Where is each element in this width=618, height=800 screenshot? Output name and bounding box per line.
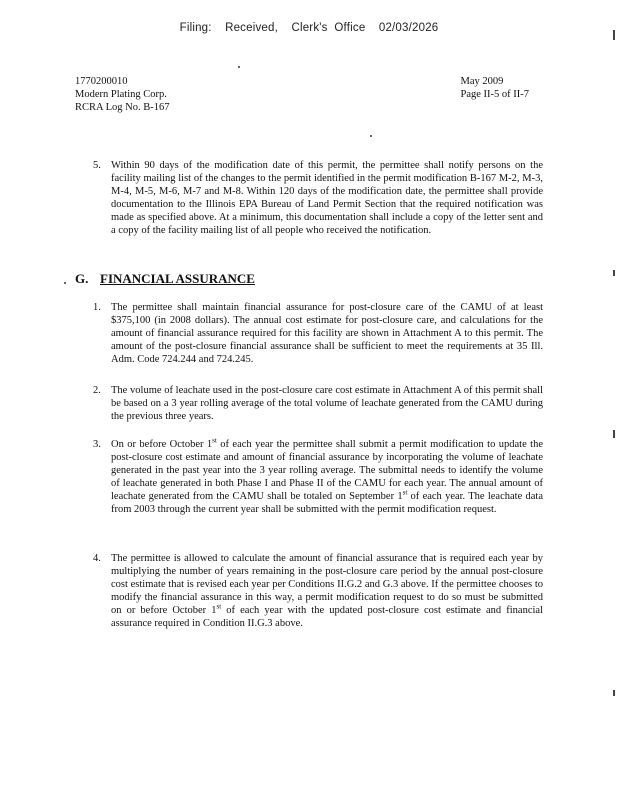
item-3-number: 3. xyxy=(93,439,101,450)
scan-speck xyxy=(238,66,240,68)
section-letter: G. xyxy=(75,271,89,286)
document-date: May 2009 xyxy=(460,76,504,87)
item-3-superscript-a: st xyxy=(212,436,217,445)
margin-mark xyxy=(613,270,615,276)
scan-speck xyxy=(64,282,66,284)
item-2-text: The volume of leachate used in the post-closure care cost estimate in Attachment A of this permit shall be based on a 3 year rolling average of the total volume of leachate generated from the CAMU during the previous three years. xyxy=(111,385,543,422)
item-3-text-part-b: of each year the permittee shall submit a permit modification to update the post-closure cost estimate and amount of financial assurance by incorporating the volume of leachate generated in the past year into the 3 year rolling average. The submittal needs to identify the volume of leachate generated in both Phase I and Phase II of the CAMU for each year. The annual amount of leachate generated from the CAMU shall be totaled on September 1 xyxy=(111,439,543,502)
document-header-left xyxy=(75,75,170,114)
item-5-text: Within 90 days of the modification date of this permit, the permittee shall notify persons on the facility mailing list of the changes to the permit identified in the permit modification B-167 M-2, M-3, M-4, M-5, M-6, M-7 and M-8. Within 120 days of the modification date, the permittee shall provide documentation to the Illinois EPA Bureau of Land Permit Section that the required notification was made as specified above. At a minimum, this documentation shall include a copy of the letter sent and a copy of the facility mailing list of all people who received the notification. xyxy=(111,160,543,236)
scan-speck xyxy=(370,135,372,137)
page-number: Page II-5 of II-7 xyxy=(460,89,529,100)
item-1-text: The permittee shall maintain financial assurance for post-closure care of the CAMU of at least $375,100 (in 2008 dollars). The annual cost estimate for post-closure care, and calculations for the amount of financial assurance required for this facility are shown in Attachment A to this permit. The amount of the post-closure financial assurance shall be sufficient to meet the requirements at 35 Ill. Adm. Code 724.244 and 724.245. xyxy=(111,302,543,365)
document-id: 1770200010 xyxy=(75,76,128,87)
margin-mark xyxy=(613,430,615,438)
item-3-superscript-b: st xyxy=(402,488,408,497)
filing-date: 02/03/2026 xyxy=(378,22,439,34)
item-2-number: 2. xyxy=(93,385,101,396)
section-title: FINANCIAL ASSURANCE xyxy=(100,271,255,286)
filing-label: Filing: xyxy=(179,22,212,34)
company-name: Modern Plating Corp. xyxy=(75,89,167,100)
item-4-text-part-a: The permittee is allowed to calculate the amount of financial assurance that is required each year by multiplying the number of years remaining in the post-closure care period by the annual post-closure cost estimate that is revised each year per Conditions II.G.2 and G.3 above. If the permittee chooses to modify the financial assurance in this way, a permit modification request to do so must be submitted on or before October 1 xyxy=(111,553,543,616)
received-label: Received, xyxy=(225,22,279,34)
filing-stamp xyxy=(0,22,618,34)
item-3-text-part-a: On or before October 1 xyxy=(111,439,213,450)
item-5-number: 5. xyxy=(93,160,101,171)
item-4-number: 4. xyxy=(93,553,101,564)
item-1-number: 1. xyxy=(93,302,101,313)
log-number: RCRA Log No. B-167 xyxy=(75,102,170,113)
item-4-text xyxy=(111,553,543,630)
margin-mark xyxy=(613,30,615,40)
item-3-text xyxy=(111,436,543,516)
clerks-office-label: Clerk's Office xyxy=(291,22,366,34)
item-4-text-part-b: of each year with the updated post-closure cost estimate and financial assurance required in Condition II.G.3 above. xyxy=(111,604,543,629)
margin-mark xyxy=(613,690,615,696)
item-3-text-part-c: of each year. The leachate data from 2003 through the current year shall be submitted with the permit modification request. xyxy=(111,490,543,515)
item-4-superscript-a: st xyxy=(216,602,222,611)
document-header-right xyxy=(460,75,529,101)
